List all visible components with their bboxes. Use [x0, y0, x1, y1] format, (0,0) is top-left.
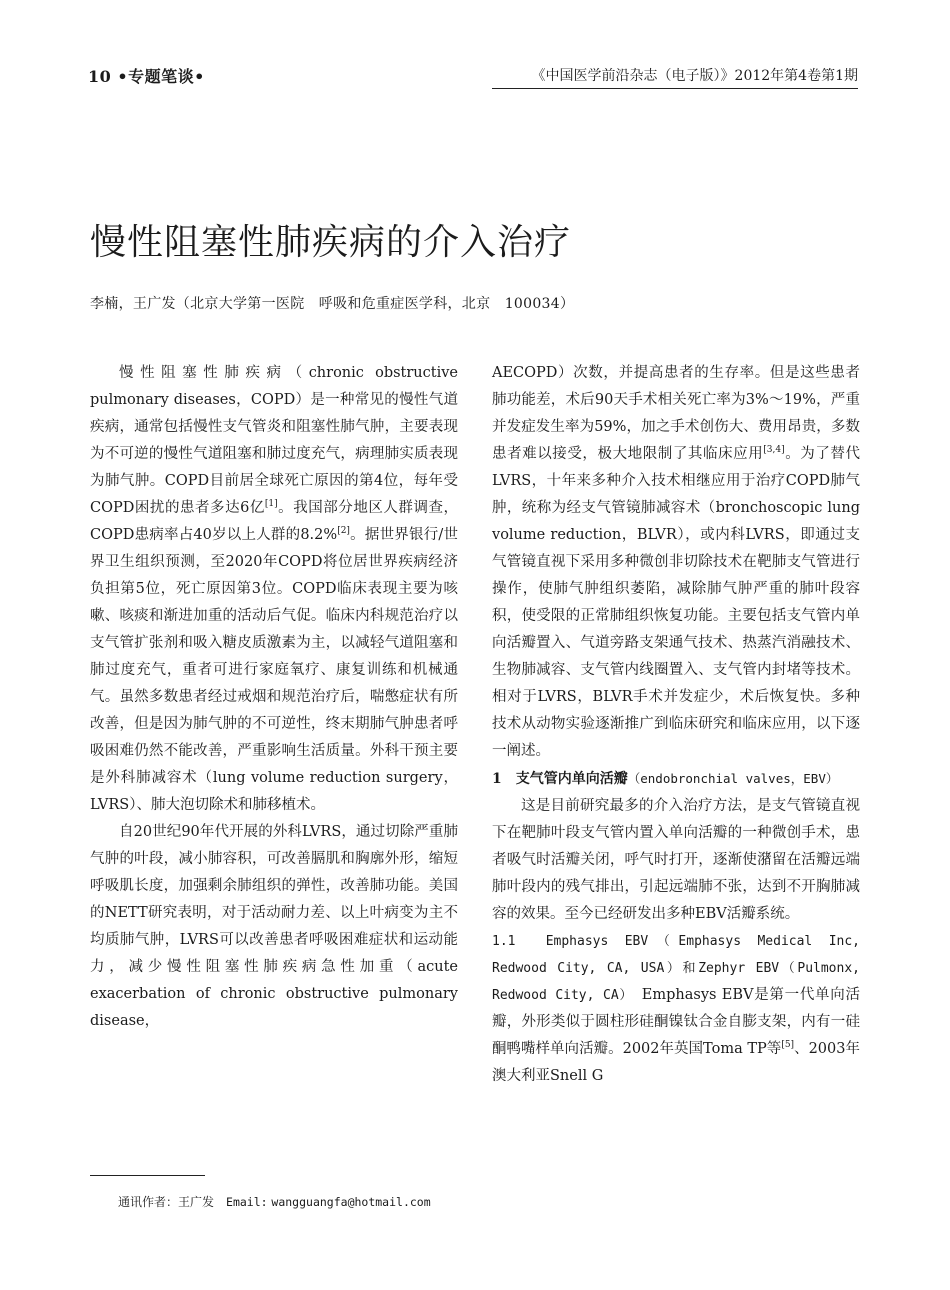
body-paragraph — [90, 360, 458, 819]
page-header-left: 10 •专题笔谈• — [88, 67, 205, 86]
email-label: Email: — [226, 1195, 268, 1209]
body-paragraph: 这是目前研究最多的介入治疗方法，是支气管镜直视下在靶肺叶段支气管内置入单向活瓣的一种微创手术，患者吸气时活瓣关闭，呼气时打开，逐渐使潴留在活瓣远端肺叶段内的残气排出，引起远端肺不张，达到不开胸肺减容的效果。至今已经研发出多种EBV活瓣系统。 — [492, 798, 860, 922]
page-number: 10 — [88, 67, 112, 86]
text-run: 慢性阻塞性肺疾病（chronic obstructive pulmonary diseases，COPD）是一种常见的慢性气道疾病，通常包括慢性支气管炎和阻塞性肺气肿，主要表现为不可逆的慢性气道阻塞和肺过度充气，病理肺实质表现为肺气肿。COPD目前居全球死亡原因的第4位，每年受COPD困扰的患者多达6亿 — [90, 365, 458, 516]
left-column — [90, 360, 458, 1035]
article-title: 慢性阻塞性肺疾病的介入治疗 — [90, 222, 572, 263]
body-paragraph: 自20世纪90年代开展的外科LVRS，通过切除严重肺气肿的叶段，减小肺容积，可改善膈肌和胸廓外形，缩短呼吸肌长度，加强剩余肺组织的弹性，改善肺功能。美国的NETT研究表明，对于活动耐力差、以上叶病变为主不均质肺气肿，LVRS可以改善患者呼吸困难症状和运动能力，减少慢性阻塞性肺疾病急性加重（acute exacerbation of chronic obstructive pulmonary disease， — [90, 824, 458, 1029]
citation-ref: [3,4] — [763, 445, 785, 455]
header-rule — [492, 88, 858, 89]
heading-english: （endobronchial valves，EBV） — [627, 771, 839, 786]
author-affiliation: 李楠，王广发（北京大学第一医院 呼吸和危重症医学科，北京 100034） — [90, 296, 575, 312]
text-run: 。我国部分地区人群调查，COPD患病率占40岁以上人群的8.2% — [90, 500, 458, 543]
journal-citation: 《中国医学前沿杂志（电子版）》2012年第4卷第1期 — [531, 68, 858, 84]
text-run: AECOPD）次数，并提高患者的生存率。但是这些患者肺功能差，术后90天手术相关死亡率为3%～19%，严重并发症发生率为59%，加之手术创伤大、费用昂贵，多数患者难以接受，极大地限制了其临床应用 — [492, 365, 860, 462]
heading-text: 1 支气管内单向活瓣 — [492, 771, 628, 787]
subsection-heading: 1.1 Emphasys EBV（Emphasys Medical Inc, Redwood City, CA, USA）和Zephyr EBV（Pulmonx, Redwood City, CA） — [492, 934, 860, 1003]
text-run: 。为了替代LVRS，十年来多种介入技术相继应用于治疗COPD肺气肿，统称为经支气管镜肺减容术（bronchoscopic lung volume reduction，BLVR），或内科LVRS，即通过支气管镜直视下采用多种微创非切除技术在靶肺支气管进行操作，使肺气肿组织萎陷，减除肺气肿严重的肺叶段容积，使受限的正常肺组织恢复功能。主要包括支气管内单向活瓣置入、气道旁路支架通气技术、热蒸汽消融技术、生物肺减容、支气管内线圈置入、支气管内封堵等技术。相对于LVRS，BLVR手术并发症少，术后恢复快。多种技术从动物实验逐渐推广到临床研究和临床应用，以下逐一阐述。 — [492, 446, 861, 759]
right-column — [492, 360, 860, 1090]
email-address: wangguangfa@hotmail.com — [271, 1195, 431, 1209]
text-run: 、2003年澳大利亚Snell G — [492, 1041, 861, 1084]
citation-ref: [1] — [264, 499, 278, 509]
text-run: Emphasys EBV是第一代单向活瓣，外形类似于圆柱形硅酮镍钛合金自膨支架，内有一硅酮鸭嘴样单向活瓣。2002年英国Toma TP等 — [492, 987, 860, 1057]
text-run: 。据世界银行/世界卫生组织预测，至2020年COPD将位居世界疾病经济负担第5位，死亡原因第3位。COPD临床表现主要为咳嗽、咳痰和渐进加重的活动后气促。临床内科规范治疗以支气管扩张剂和吸入糖皮质激素为主，以减轻气道阻塞和肺过度充气，重者可进行家庭氧疗、康复训练和机械通气。虽然多数患者经过戒烟和规范治疗后，喘憋症状有所改善，但是因为肺气肿的不可逆性，终末期肺气肿患者呼吸困难仍然不能改善，严重影响生活质量。外科干预主要是外科肺减容术（lung volume reduction surgery，LVRS）、肺大泡切除术和肺移植术。 — [90, 527, 459, 813]
footnote-label: 通讯作者：王广发 — [118, 1195, 215, 1209]
body-paragraph — [492, 360, 860, 765]
corresponding-author-note — [118, 1193, 431, 1210]
citation-ref: [5] — [781, 1040, 795, 1050]
section-heading — [492, 765, 860, 793]
citation-ref: [2] — [337, 526, 350, 536]
footnote-rule — [90, 1175, 205, 1176]
section-name: 专题笔谈 — [128, 67, 195, 86]
running-header — [88, 64, 858, 88]
body-paragraph — [492, 928, 860, 1090]
